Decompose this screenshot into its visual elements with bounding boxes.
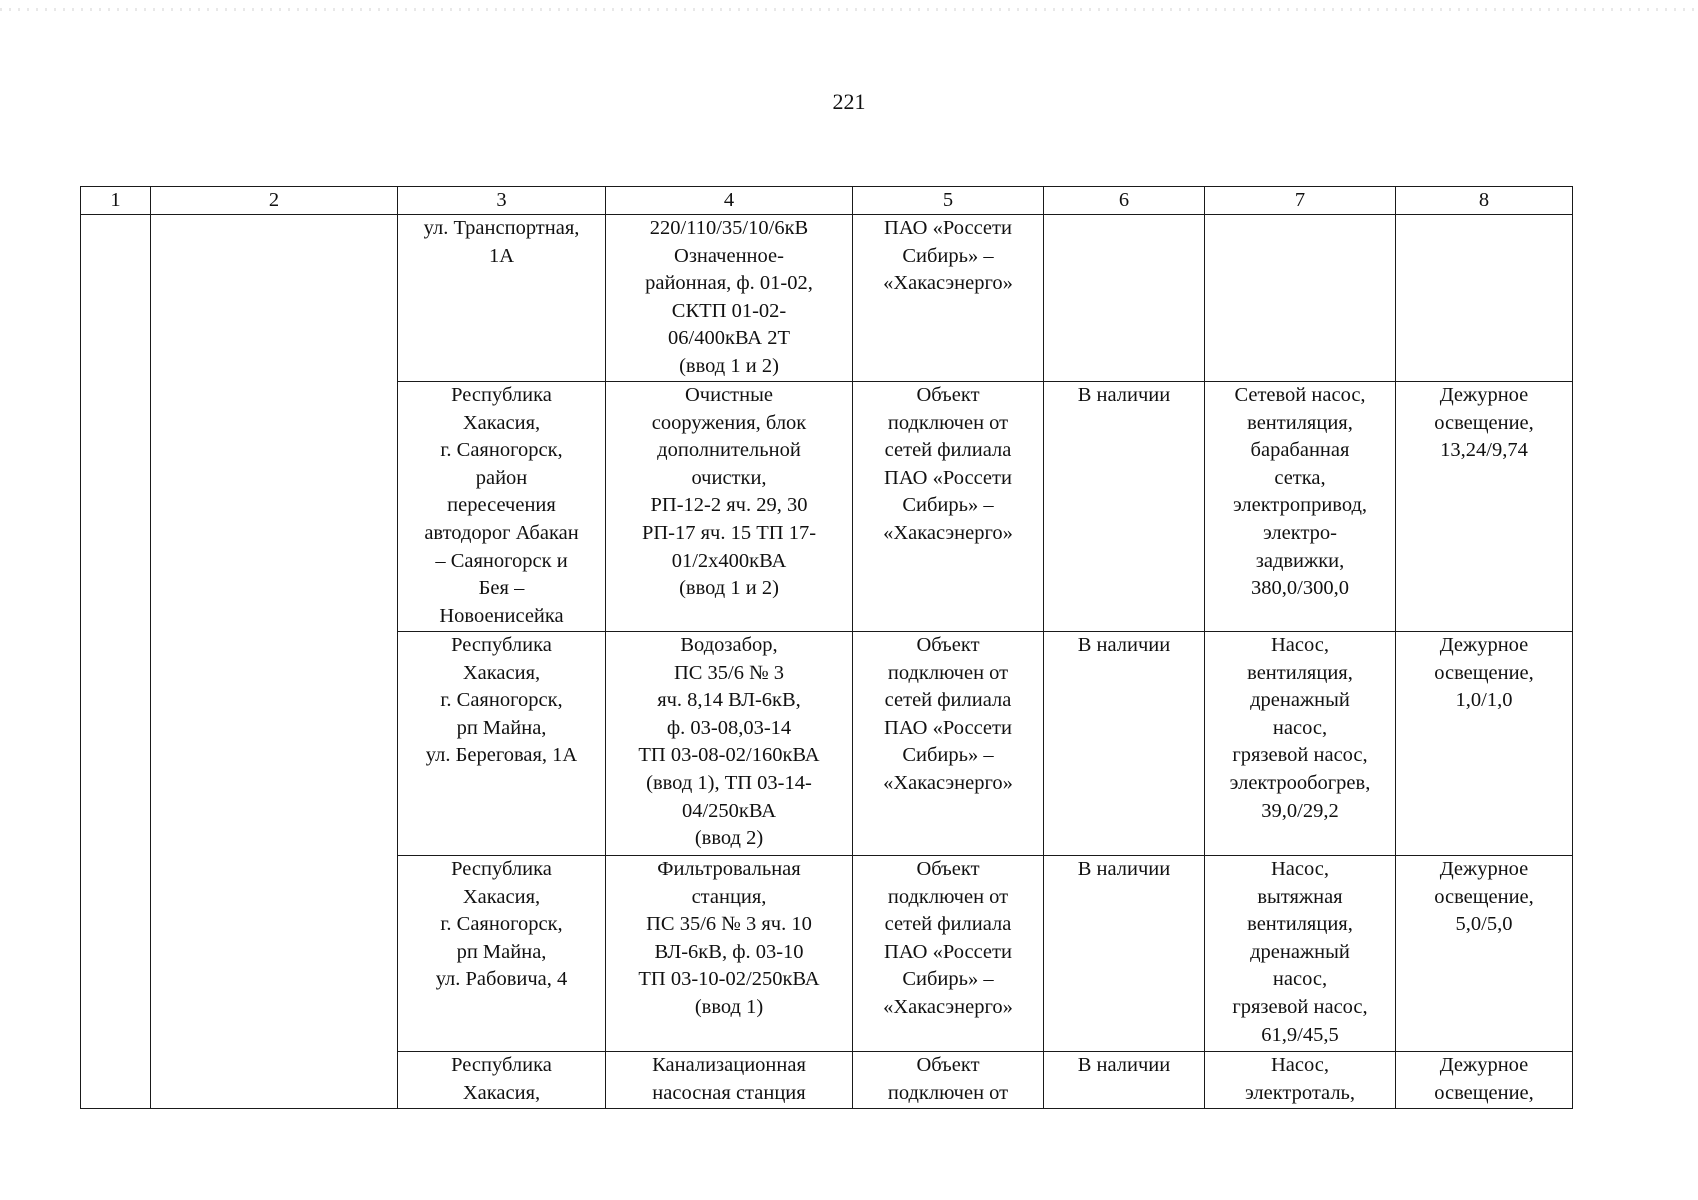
cell-equipment: Сетевой насос, вентиляция, барабанная сетка, электропривод, электро- задвижки, 380,0/300,0 [1205,382,1396,632]
cell-supplier: Объект подключен от сетей филиала ПАО «Россети Сибирь» – «Хакасэнерго» [853,632,1044,856]
cell-col2 [151,215,398,1109]
cell-address: Республика Хакасия, г. Саяногорск, рп Майна, ул. Рабовича, 4 [398,856,606,1052]
cell-col1 [81,215,151,1109]
cell-supplier: Объект подключен от сетей филиала ПАО «Россети Сибирь» – «Хакасэнерго» [853,382,1044,632]
header-cell: 6 [1044,187,1205,215]
cell-equipment: Насос, вентиляция, дренажный насос, грязевой насос, электрообогрев, 39,0/29,2 [1205,632,1396,856]
table-row [81,215,1573,382]
cell-supplier: Объект подключен от сетей филиала ПАО «Россети Сибирь» – «Хакасэнерго» [853,856,1044,1052]
cell-facility: Канализационная насосная станция [606,1052,853,1109]
cell-facility: Фильтровальная станция, ПС 35/6 № 3 яч. 10 ВЛ-6кВ, ф. 03-10 ТП 03-10-02/250кВА (ввод 1) [606,856,853,1052]
header-cell: 3 [398,187,606,215]
scan-edge-artifact [0,8,1698,11]
cell-lighting: Дежурное освещение, [1396,1052,1573,1109]
cell-lighting: Дежурное освещение, 5,0/5,0 [1396,856,1573,1052]
cell-availability [1044,215,1205,382]
cell-lighting: Дежурное освещение, 1,0/1,0 [1396,632,1573,856]
cell-supplier: ПАО «Россети Сибирь» – «Хакасэнерго» [853,215,1044,382]
cell-facility: Очистные сооружения, блок дополнительной очистки, РП-12-2 яч. 29, 30 РП-17 яч. 15 ТП 17- 01/2х400кВА (ввод 1 и 2) [606,382,853,632]
header-cell: 2 [151,187,398,215]
cell-supplier: Объект подключен от [853,1052,1044,1109]
cell-lighting: Дежурное освещение, 13,24/9,74 [1396,382,1573,632]
document-table [80,186,1573,1109]
header-cell: 7 [1205,187,1396,215]
cell-equipment: Насос, электроталь, [1205,1052,1396,1109]
cell-equipment [1205,215,1396,382]
cell-availability: В наличии [1044,856,1205,1052]
cell-availability: В наличии [1044,1052,1205,1109]
cell-availability: В наличии [1044,382,1205,632]
page-number: 221 [832,89,866,114]
header-cell: 8 [1396,187,1573,215]
cell-equipment: Насос, вытяжная вентиляция, дренажный насос, грязевой насос, 61,9/45,5 [1205,856,1396,1052]
cell-address: Республика Хакасия, г. Саяногорск, рп Майна, ул. Береговая, 1А [398,632,606,856]
cell-lighting [1396,215,1573,382]
header-cell: 5 [853,187,1044,215]
cell-address: Республика Хакасия, [398,1052,606,1109]
cell-address: ул. Транспортная, 1А [398,215,606,382]
header-cell: 4 [606,187,853,215]
header-cell: 1 [81,187,151,215]
header-row [81,187,1573,215]
cell-facility: 220/110/35/10/6кВ Означенное- районная, ф. 01-02, СКТП 01-02- 06/400кВА 2Т (ввод 1 и 2) [606,215,853,382]
cell-availability: В наличии [1044,632,1205,856]
cell-facility: Водозабор, ПС 35/6 № 3 яч. 8,14 ВЛ-6кВ, ф. 03-08,03-14 ТП 03-08-02/160кВА (ввод 1), ТП 03-14- 04/250кВА (ввод 2) [606,632,853,856]
cell-address: Республика Хакасия, г. Саяногорск, район пересечения автодорог Абакан – Саяногорск и Бея – Новоенисейка [398,382,606,632]
